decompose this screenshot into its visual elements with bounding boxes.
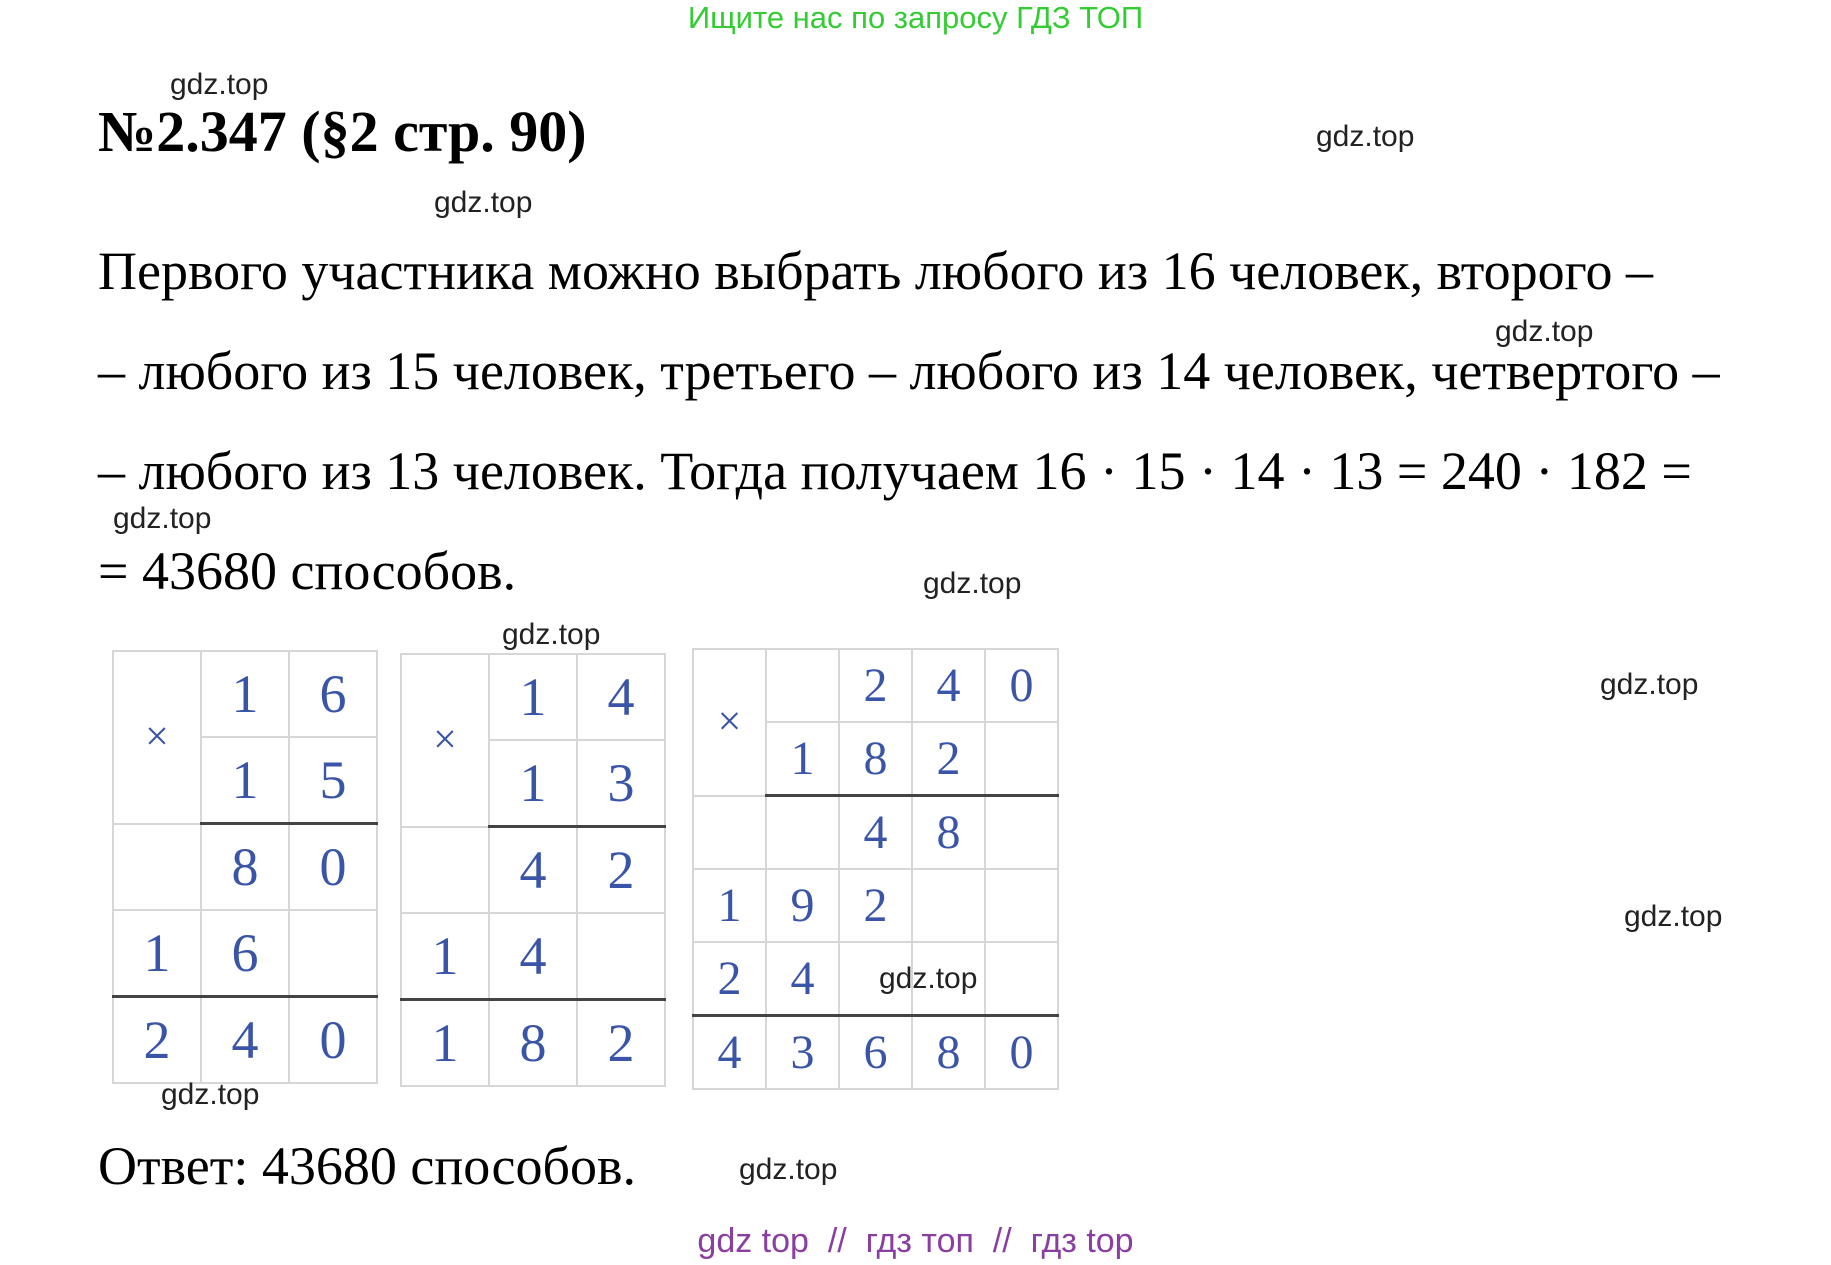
text-line-2: – любого из 15 человек, третьего – любого из 14 человек, четвертого – xyxy=(98,341,1720,401)
footer-links: gdz top // гдз топ // гдз top xyxy=(697,1222,1134,1260)
digit-cell: 9 xyxy=(766,869,839,942)
digit-cell: 1 xyxy=(401,1000,489,1087)
answer-line: Ответ: 43680 способов. xyxy=(98,1136,636,1196)
digit-cell xyxy=(113,824,201,911)
multiply-sign: × xyxy=(693,649,766,796)
digit-cell xyxy=(766,796,839,870)
digit-cell xyxy=(985,796,1058,870)
digit-cell: 3 xyxy=(577,740,665,827)
digit-cell: 1 xyxy=(489,654,577,740)
digit-cell: 2 xyxy=(693,942,766,1016)
watermark: gdz.top xyxy=(1316,120,1415,153)
digit-cell: 4 xyxy=(693,1016,766,1090)
text-line-4: = 43680 способов. xyxy=(98,541,517,601)
digit-cell: 0 xyxy=(289,997,377,1084)
digit-cell: 2 xyxy=(839,869,912,942)
digit-cell xyxy=(912,869,985,942)
watermark: gdz.top xyxy=(113,502,212,535)
digit-cell: 5 xyxy=(289,737,377,824)
digit-cell: 8 xyxy=(912,1016,985,1090)
digit-cell: 1 xyxy=(201,651,289,737)
digit-cell: 0 xyxy=(289,824,377,911)
watermark: gdz.top xyxy=(434,186,533,219)
digit-cell: 3 xyxy=(766,1016,839,1090)
digit-cell: 4 xyxy=(201,997,289,1084)
text-line-3: – любого из 13 человек. Тогда получаем 16 · 15 · 14 · 13 = 240 · 182 = xyxy=(98,441,1692,501)
watermark: gdz.top xyxy=(161,1078,260,1111)
digit-cell: 1 xyxy=(766,722,839,796)
digit-cell: 2 xyxy=(577,827,665,914)
watermark: gdz.top xyxy=(1600,668,1699,701)
digit-cell: 4 xyxy=(489,827,577,914)
watermark: gdz.top xyxy=(879,962,978,995)
calc-14x13 xyxy=(400,653,666,1087)
digit-cell: 2 xyxy=(839,649,912,722)
digit-cell: 1 xyxy=(693,869,766,942)
digit-cell: 4 xyxy=(912,649,985,722)
digit-cell xyxy=(985,869,1058,942)
digit-cell: 1 xyxy=(201,737,289,824)
digit-cell: 4 xyxy=(766,942,839,1016)
digit-cell: 2 xyxy=(577,1000,665,1087)
digit-cell: 4 xyxy=(577,654,665,740)
multiply-sign: × xyxy=(113,651,201,824)
digit-cell xyxy=(401,827,489,914)
digit-cell: 2 xyxy=(113,997,201,1084)
text-line-1: Первого участника можно выбрать любого из 16 человек, второго – xyxy=(98,241,1653,301)
digit-cell: 1 xyxy=(401,913,489,1000)
watermark: gdz.top xyxy=(739,1153,838,1186)
digit-cell: 4 xyxy=(839,796,912,870)
digit-cell: 6 xyxy=(289,651,377,737)
watermark: gdz.top xyxy=(170,68,269,101)
digit-cell: 6 xyxy=(839,1016,912,1090)
digit-cell xyxy=(985,722,1058,796)
digit-cell xyxy=(693,796,766,870)
digit-cell: 8 xyxy=(489,1000,577,1087)
multiply-sign: × xyxy=(401,654,489,827)
digit-cell xyxy=(289,910,377,997)
digit-cell: 4 xyxy=(489,913,577,1000)
digit-cell: 8 xyxy=(839,722,912,796)
watermark: gdz.top xyxy=(923,567,1022,600)
digit-cell: 2 xyxy=(912,722,985,796)
digit-cell: 8 xyxy=(912,796,985,870)
digit-cell: 1 xyxy=(489,740,577,827)
digit-cell: 0 xyxy=(985,649,1058,722)
digit-cell xyxy=(577,913,665,1000)
digit-cell: 0 xyxy=(985,1016,1058,1090)
watermark: gdz.top xyxy=(1624,900,1723,933)
page-title: №2.347 (§2 стр. 90) xyxy=(98,99,587,164)
watermark: gdz.top xyxy=(1495,315,1594,348)
watermark: gdz.top xyxy=(502,618,601,651)
digit-cell xyxy=(985,942,1058,1016)
digit-cell: 8 xyxy=(201,824,289,911)
top-banner: Ищите нас по запросу ГДЗ ТОП xyxy=(687,0,1144,35)
digit-cell xyxy=(766,649,839,722)
digit-cell: 6 xyxy=(201,910,289,997)
digit-cell: 1 xyxy=(113,910,201,997)
calc-16x15 xyxy=(112,650,378,1084)
calc-240x182 xyxy=(692,648,1059,1090)
